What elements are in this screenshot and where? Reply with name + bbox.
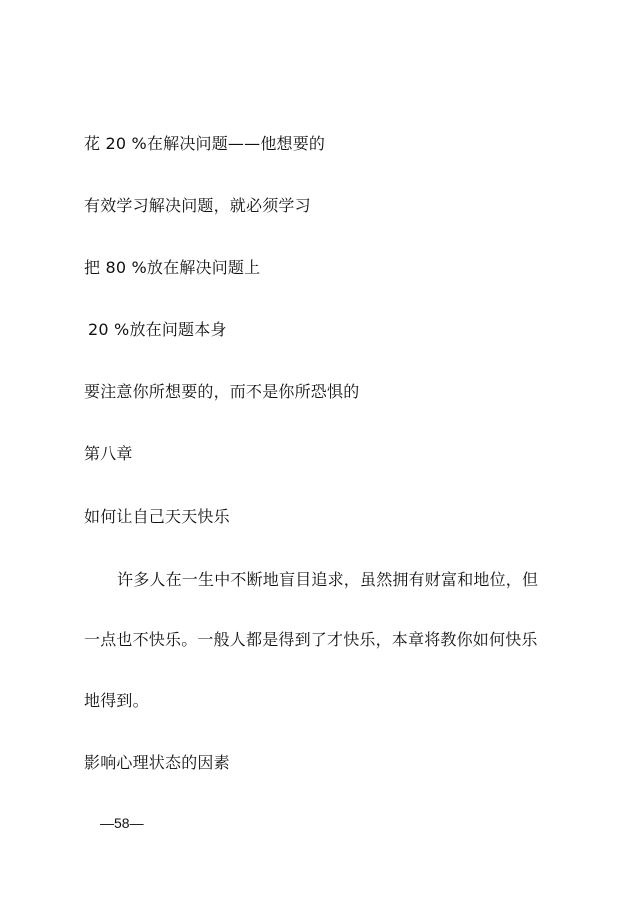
chapter-title: 如何让自己天天快乐 (84, 507, 230, 526)
text-line-5: 要注意你所想要的，而不是你所恐惧的 (84, 382, 360, 401)
text-line-1: 花 20 %在解决问题——他想要的 (84, 134, 326, 153)
paragraph-line-2: 一点也不快乐。一般人都是得到了才快乐，本章将教你如何快乐 (84, 630, 538, 649)
text-line-3: 把 80 %放在解决问题上 (84, 258, 261, 277)
paragraph-line-3: 地得到。 (84, 691, 149, 710)
paragraph-line-1: 许多人在一生中不断地盲目追求，虽然拥有财富和地位，但 (117, 570, 539, 589)
text-line-4: 20 %放在问题本身 (88, 320, 227, 339)
section-heading: 影响心理状态的因素 (84, 753, 230, 772)
page-number: —58— (100, 815, 144, 831)
chapter-heading: 第八章 (84, 444, 133, 463)
text-line-2: 有效学习解决问题，就必须学习 (84, 196, 311, 215)
